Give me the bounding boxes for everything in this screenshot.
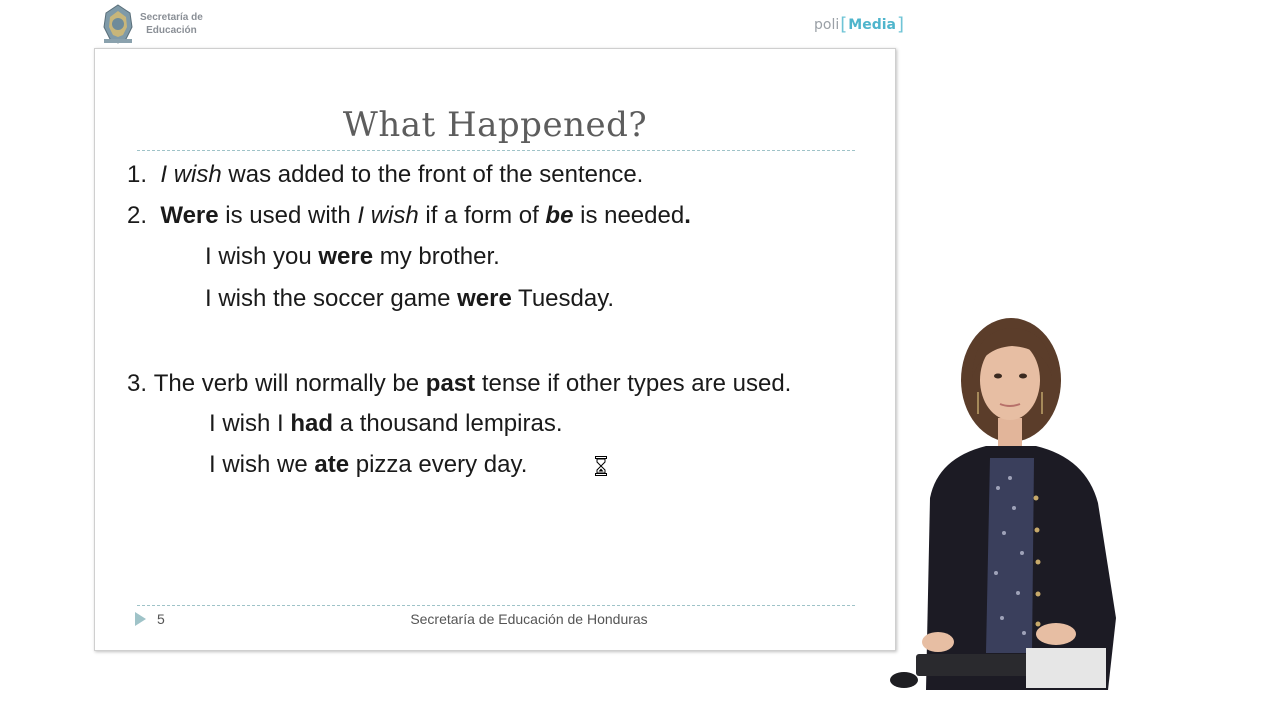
- text-run: was added to the front of the sentence.: [221, 161, 644, 188]
- brand-name: Media: [848, 16, 896, 33]
- presentation-slide: [94, 48, 896, 651]
- text-run: a thousand lempiras.: [333, 410, 563, 437]
- honduras-crest-icon: [100, 3, 136, 45]
- slide-title: What Happened?: [342, 105, 648, 145]
- text-run: I wish: [357, 202, 419, 229]
- title-divider: [137, 150, 855, 151]
- slide-number: 5: [157, 611, 165, 627]
- hourglass-cursor-icon: [595, 456, 607, 476]
- logo-line-2: Educación: [146, 25, 197, 36]
- slide-footer-text: Secretaría de Educación de Honduras: [410, 611, 648, 627]
- line-number: 1.: [127, 161, 148, 188]
- slide-line-3: [127, 370, 791, 398]
- brand-bracket-open: [: [840, 14, 848, 35]
- logo-line-1: Secretaría de: [140, 12, 203, 23]
- text-run: .: [684, 202, 691, 229]
- brand-bracket-close: ]: [896, 14, 904, 35]
- text-run: I wish I: [209, 410, 291, 437]
- text-run: past: [425, 370, 476, 397]
- slide-example-1: [205, 243, 500, 271]
- brand-prefix: poli: [814, 16, 840, 33]
- text-run: Were: [160, 202, 219, 229]
- text-run: had: [290, 410, 334, 437]
- slide-line-2: [127, 202, 691, 230]
- text-run: were: [318, 243, 374, 270]
- slide-example-3: [209, 410, 563, 438]
- text-run: my brother.: [373, 243, 500, 270]
- text-run: The verb will normally be: [153, 370, 426, 397]
- slide-example-4: [209, 451, 527, 479]
- logo-text: [140, 11, 203, 37]
- slide-example-2: [205, 285, 614, 313]
- text-run: ate: [314, 451, 350, 478]
- text-run: Tuesday.: [511, 285, 615, 312]
- line-number: 2.: [127, 202, 148, 229]
- text-run: be: [545, 202, 574, 229]
- text-run: is needed: [573, 202, 685, 229]
- line-number: 3.: [127, 370, 148, 397]
- presenter-video: [886, 318, 1126, 690]
- text-run: tense if other types are used.: [475, 370, 792, 397]
- text-run: I wish: [160, 161, 222, 188]
- text-run: if a form of: [418, 202, 546, 229]
- text-run: I wish the soccer game: [205, 285, 458, 312]
- text-run: I wish we: [209, 451, 315, 478]
- text-run: is used with: [218, 202, 358, 229]
- slide-line-1: [127, 161, 643, 189]
- secretaria-logo: [100, 2, 203, 46]
- text-run: I wish you: [205, 243, 319, 270]
- footer-divider: [137, 605, 855, 606]
- polimedia-brand: [814, 14, 905, 35]
- text-run: pizza every day.: [349, 451, 528, 478]
- text-run: were: [457, 285, 512, 312]
